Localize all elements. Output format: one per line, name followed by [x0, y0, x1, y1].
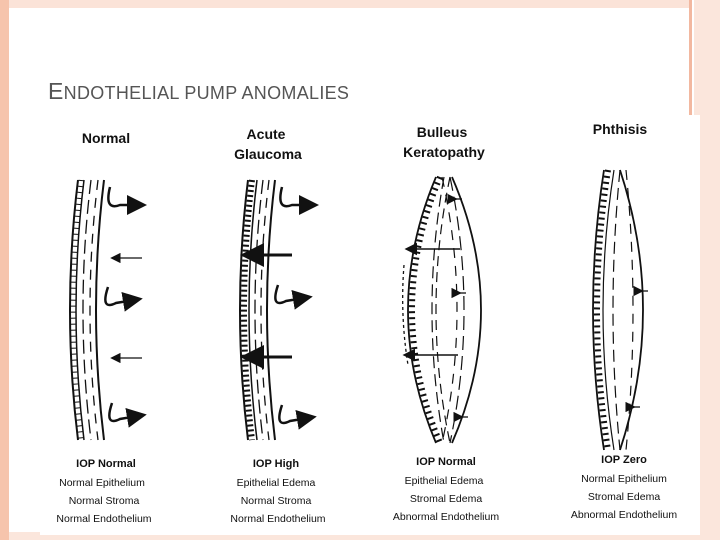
cornea-normal	[70, 180, 104, 440]
slide-border-right-line	[689, 0, 692, 118]
cornea-diagram-svg	[40, 115, 700, 535]
caption-epithelial-edema: Epithelial Edema	[236, 477, 316, 489]
panel-header-phthisis: Phthisis	[592, 121, 648, 137]
panel-normal	[56, 130, 151, 525]
panel-bullous-keratopathy	[393, 124, 499, 523]
caption-abnormal-endothelium: Abnormal Endothelium	[570, 509, 678, 521]
cornea-acute-glaucoma	[240, 180, 275, 440]
caption-iop-normal: IOP Normal	[76, 458, 136, 470]
slide-border-left	[0, 0, 9, 540]
pump-arrows-normal	[105, 187, 142, 421]
panel-header-normal: Normal	[81, 130, 131, 146]
panel-header-acute-line1: Acute	[246, 126, 286, 142]
caption-stromal-edema: Stromal Edema	[409, 493, 483, 505]
cornea-bullous-keratopathy	[403, 177, 481, 443]
caption-stroma: Normal Stroma	[68, 495, 140, 507]
slide-title	[48, 78, 349, 105]
caption-endothelium: Normal Endothelium	[56, 513, 152, 525]
panel-acute-glaucoma	[230, 126, 325, 525]
caption-iop-normal: IOP Normal	[416, 456, 476, 468]
caption-stroma: Normal Stroma	[240, 495, 312, 507]
panel-phthisis	[571, 121, 677, 521]
caption-stromal-edema: Stromal Edema	[587, 491, 661, 503]
slide-title-initial: E	[48, 78, 64, 104]
caption-epithelium: Normal Epithelium	[59, 477, 145, 489]
caption-abnormal-endothelium: Abnormal Endothelium	[392, 511, 500, 523]
panel-header-bullous-line2: Keratopathy	[403, 144, 485, 160]
cornea-phthisis	[593, 170, 643, 450]
panel-header-bullous-line1: Bulleus	[416, 124, 468, 140]
slide-title-text: NDOTHELIAL PUMP ANOMALIES	[63, 83, 350, 103]
caption-iop-high: IOP High	[252, 458, 300, 470]
caption-iop-zero: IOP Zero	[601, 454, 647, 466]
cornea-diagram	[40, 115, 700, 535]
caption-epithelium: Normal Epithelium	[581, 473, 667, 485]
panel-header-acute-line2: Glaucoma	[234, 146, 302, 162]
caption-epithelial-edema: Epithelial Edema	[404, 475, 484, 487]
caption-endothelium: Normal Endothelium	[230, 513, 326, 525]
slide-border-top	[9, 0, 689, 8]
